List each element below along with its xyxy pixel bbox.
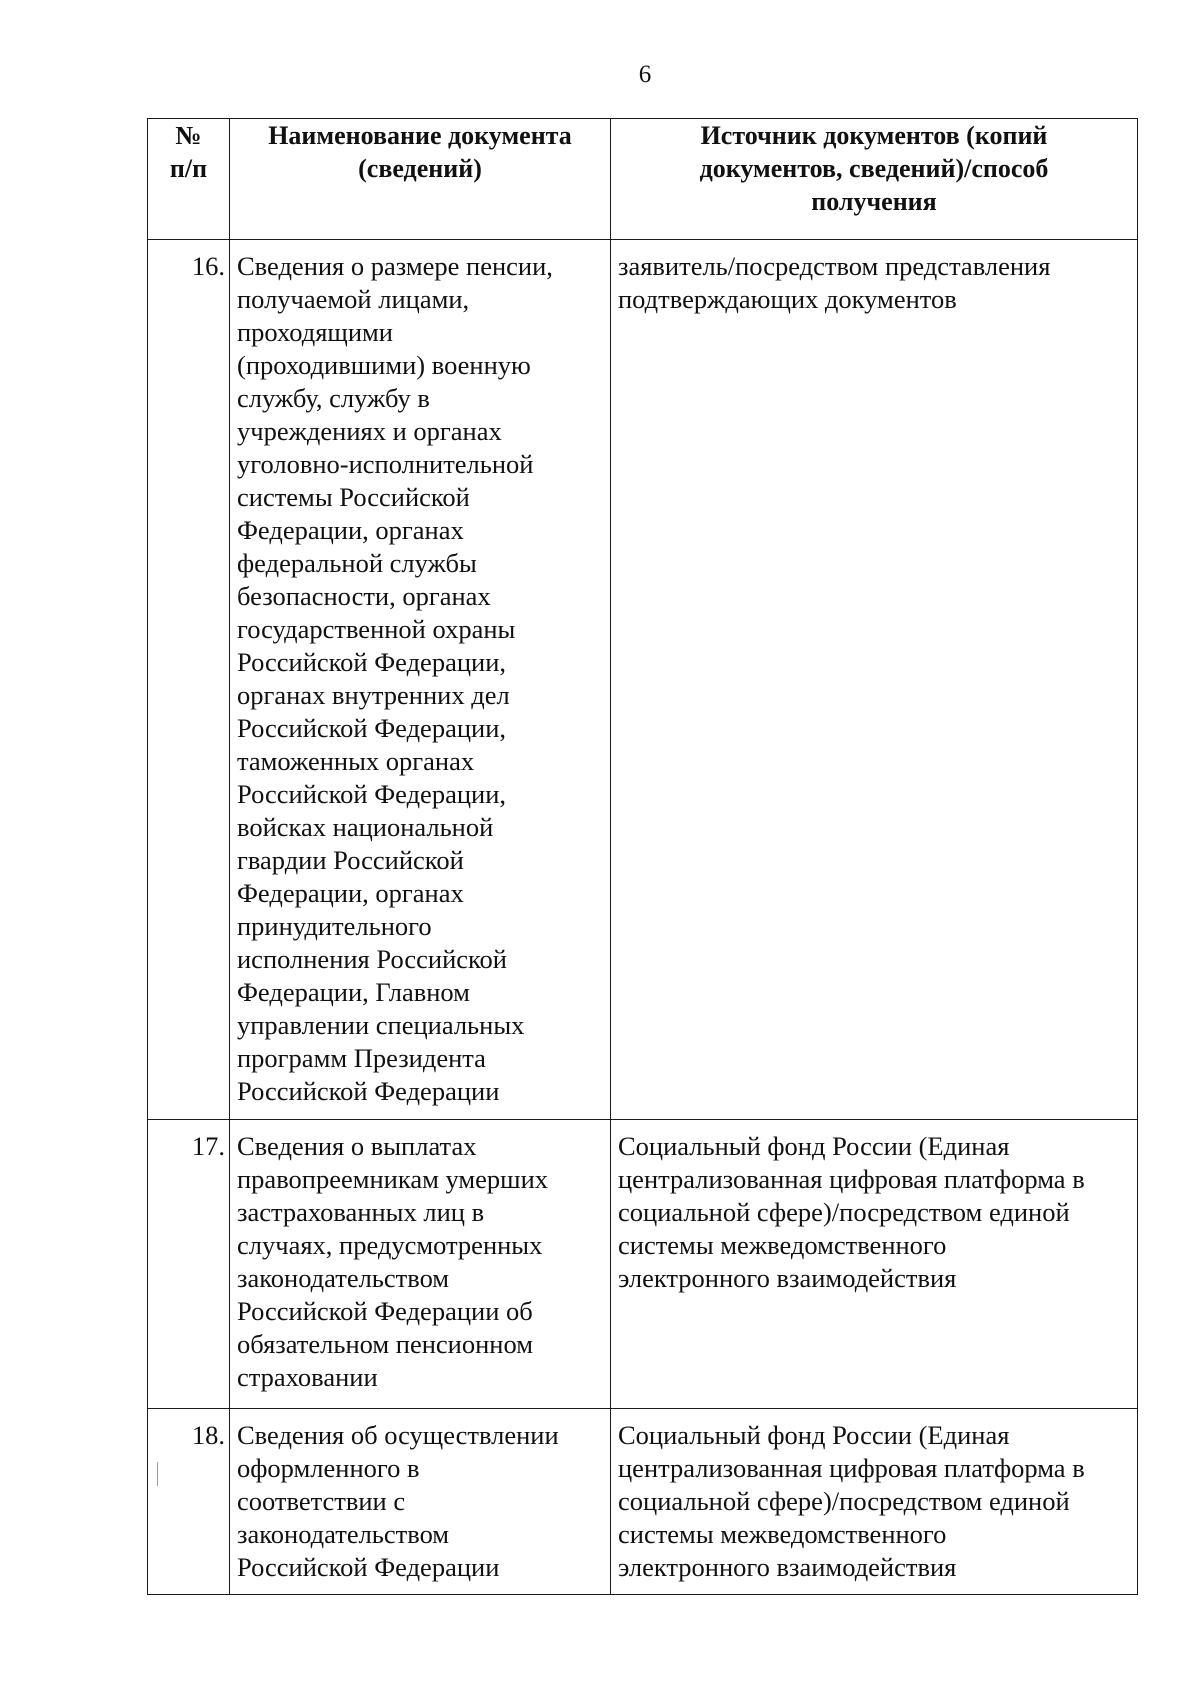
- header-source-line: документов, сведений)/способ: [699, 154, 1049, 183]
- row-number: 16.: [148, 240, 230, 1120]
- page-number: 6: [638, 61, 652, 88]
- cell-text-line: исполнения Российской: [237, 944, 507, 974]
- cell-text-line: таможенных органах: [237, 746, 475, 776]
- margin-mark: [157, 1462, 158, 1486]
- header-source-line: Источник документов (копий: [700, 121, 1048, 150]
- cell-text-line: электронного взаимодействия: [618, 1263, 957, 1293]
- cell-text-line: электронного взаимодействия: [618, 1552, 957, 1582]
- cell-text-line: службу, службу в: [237, 383, 430, 413]
- header-document-name: [230, 119, 611, 240]
- cell-text-line: застрахованных лиц в: [237, 1197, 485, 1227]
- cell-text-line: Сведения о выплатах: [237, 1131, 477, 1161]
- cell-text-line: заявитель/посредством представления: [618, 251, 1051, 281]
- table-row: [148, 1409, 1138, 1595]
- cell-text-line: Российской Федерации,: [237, 779, 506, 809]
- row-source: [611, 1409, 1138, 1595]
- cell-text-line: системы межведомственного: [618, 1519, 947, 1549]
- cell-text-line: проходящими: [237, 317, 393, 347]
- cell-text-line: правопреемникам умерших: [237, 1164, 549, 1194]
- cell-text-line: случаях, предусмотренных: [237, 1230, 543, 1260]
- header-number: [148, 119, 230, 240]
- cell-text-line: законодательством: [237, 1263, 450, 1293]
- cell-text-line: получаемой лицами,: [237, 284, 470, 314]
- table-header-row: [148, 119, 1138, 240]
- cell-text-line: гвардии Российской: [237, 845, 464, 875]
- cell-text-line: Российской Федерации: [237, 1076, 500, 1106]
- cell-text-line: Российской Федерации: [237, 1552, 500, 1582]
- cell-text-line: оформленного в: [237, 1453, 420, 1483]
- header-source-line: получения: [811, 187, 937, 216]
- cell-text-line: Социальный фонд России (Единая: [618, 1131, 1010, 1161]
- cell-text-line: Российской Федерации об: [237, 1296, 533, 1326]
- cell-text-line: безопасности, органах: [237, 581, 491, 611]
- row-document-name: [230, 1409, 611, 1595]
- header-name-line: (сведений): [358, 154, 482, 183]
- cell-text-line: уголовно-исполнительной: [237, 449, 534, 479]
- cell-text-line: Федерации, органах: [237, 515, 464, 545]
- cell-text-line: страховании: [237, 1362, 378, 1392]
- row-source: [611, 1120, 1138, 1409]
- table-row: [148, 1120, 1138, 1409]
- header-source: [611, 119, 1138, 240]
- cell-text-line: войсках национальной: [237, 812, 494, 842]
- row-document-name: [230, 1120, 611, 1409]
- row-source: [611, 240, 1138, 1120]
- cell-text-line: социальной сфере)/посредством единой: [618, 1486, 1070, 1516]
- cell-text-line: Сведения об осуществлении: [237, 1420, 559, 1450]
- cell-text-line: Сведения о размере пенсии,: [237, 251, 553, 281]
- cell-text-line: государственной охраны: [237, 614, 516, 644]
- cell-text-line: системы межведомственного: [618, 1230, 947, 1260]
- cell-text-line: принудительного: [237, 911, 432, 941]
- row-document-name: [230, 240, 611, 1120]
- cell-text-line: системы Российской: [237, 482, 470, 512]
- cell-text-line: (проходившими) военную: [237, 350, 531, 380]
- cell-text-line: соответствии с: [237, 1486, 406, 1516]
- cell-text-line: централизованная цифровая платформа в: [618, 1164, 1085, 1194]
- table-row: [148, 240, 1138, 1120]
- header-name-line: Наименование документа: [268, 121, 572, 150]
- cell-text-line: Федерации, Главном: [237, 977, 470, 1007]
- cell-text-line: Социальный фонд России (Единая: [618, 1420, 1010, 1450]
- cell-text-line: социальной сфере)/посредством единой: [618, 1197, 1070, 1227]
- cell-text-line: учреждениях и органах: [237, 416, 502, 446]
- row-number: 17.: [148, 1120, 230, 1409]
- header-number-line: п/п: [169, 154, 208, 183]
- cell-text-line: Российской Федерации,: [237, 713, 506, 743]
- header-number-line: №: [175, 121, 202, 150]
- cell-text-line: Российской Федерации,: [237, 647, 506, 677]
- cell-text-line: органах внутренних дел: [237, 680, 510, 710]
- row-number: 18.: [148, 1409, 230, 1595]
- cell-text-line: обязательном пенсионном: [237, 1329, 533, 1359]
- cell-text-line: законодательством: [237, 1519, 450, 1549]
- cell-text-line: Федерации, органах: [237, 878, 464, 908]
- cell-text-line: централизованная цифровая платформа в: [618, 1453, 1085, 1483]
- cell-text-line: федеральной службы: [237, 548, 477, 578]
- cell-text-line: программ Президента: [237, 1043, 486, 1073]
- cell-text-line: подтверждающих документов: [618, 284, 957, 314]
- documents-table: [147, 118, 1138, 1595]
- cell-text-line: управлении специальных: [237, 1010, 525, 1040]
